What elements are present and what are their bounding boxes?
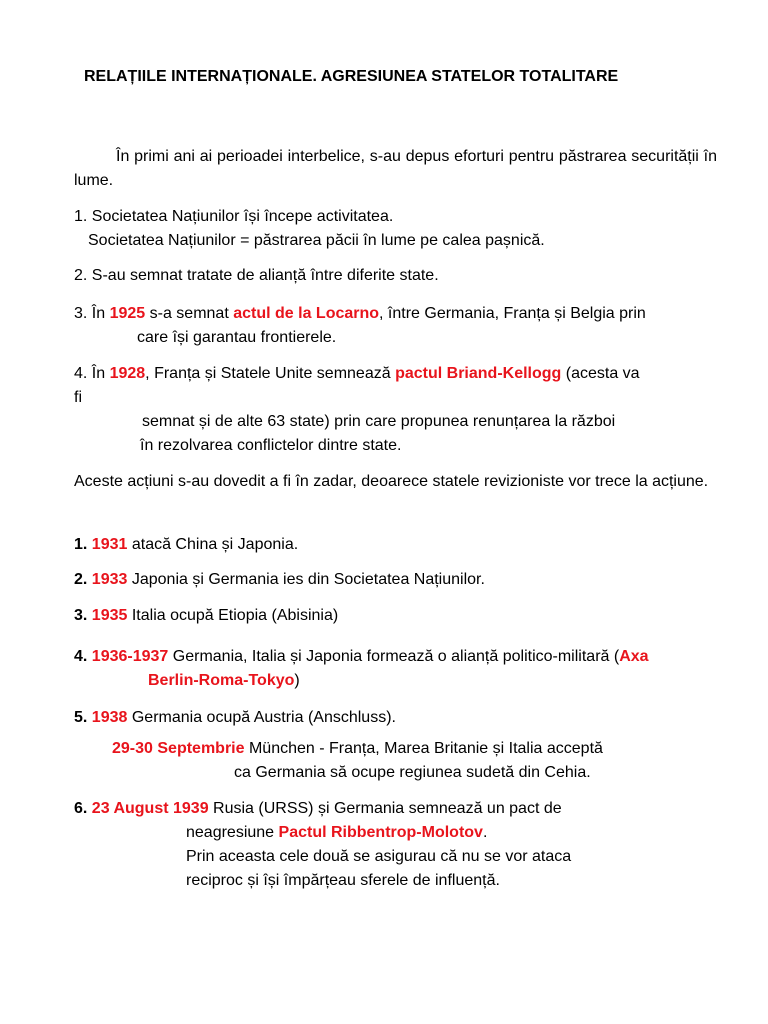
item-2: 2. S-au semnat tratate de alianță între diferite state.	[74, 267, 439, 284]
item-3-line-1	[74, 301, 717, 326]
event-5-line-2	[74, 736, 717, 761]
event-6-line-3: Prin aceasta cele două se asigurau că nu se vor ataca	[186, 848, 572, 865]
event-5-line-1	[74, 705, 717, 730]
event-text: Rusia (URSS) și Germania semnează un pact de	[213, 800, 562, 817]
event-text: atacă China și Japonia.	[131, 536, 299, 553]
event-4-axa: Axa	[619, 648, 649, 665]
event-number: 5.	[74, 709, 88, 726]
event-6-line-2	[74, 821, 717, 845]
event-4-close: )	[294, 672, 300, 689]
event-year: 1938	[91, 709, 128, 726]
item-3-line-2: care își garantau frontierele.	[137, 329, 337, 346]
page-title: RELAȚIILE INTERNAȚIONALE. AGRESIUNEA STATELOR TOTALITARE	[84, 68, 619, 85]
item-3	[74, 301, 717, 350]
event-text: Italia ocupă Etiopia (Abisinia)	[131, 607, 339, 624]
item-4-line-1	[74, 362, 717, 386]
event-number: 6.	[74, 800, 88, 817]
event-3	[74, 603, 717, 628]
event-6-line-1	[74, 796, 717, 821]
event-6-line-4: reciproc și își împărțeau sferele de influență.	[186, 872, 500, 889]
event-year: 1936-1937	[91, 648, 169, 665]
event-6	[74, 796, 717, 893]
event-year: 1933	[91, 571, 128, 588]
item-4	[74, 362, 717, 458]
event-text: Germania ocupă Austria (Anschluss).	[131, 709, 396, 726]
event-4-line-2	[74, 669, 717, 693]
item-4-line-2: fi	[74, 389, 82, 406]
event-text: Germania, Italia și Japonia formează o alianță politico-militară (	[172, 648, 620, 665]
event-4	[74, 644, 717, 693]
event-4-line-1	[74, 644, 717, 669]
event-year: 1935	[91, 607, 128, 624]
item-1	[74, 205, 717, 253]
event-text: Japonia și Germania ies din Societatea Națiunilor.	[131, 571, 485, 588]
event-number: 3.	[74, 607, 88, 624]
item-4-rest: (acesta va	[561, 365, 640, 382]
event-2	[74, 567, 717, 592]
event-date: 23 August 1939	[91, 800, 209, 817]
item-4-highlight: pactul Briand-Kellogg	[395, 365, 562, 382]
event-number: 1.	[74, 536, 88, 553]
item-3-prefix: 3. În	[74, 305, 110, 322]
event-6-suffix: .	[482, 824, 488, 841]
item-4-prefix: 4. În	[74, 365, 110, 382]
event-5-line-3: ca Germania să ocupe regiunea sudetă din Cehia.	[234, 764, 591, 781]
event-5	[74, 705, 717, 785]
item-1-line-2: Societatea Națiunilor = păstrarea păcii în lume pe calea pașnică.	[88, 232, 545, 249]
item-3-mid: s-a semnat	[149, 305, 234, 322]
event-number: 4.	[74, 648, 88, 665]
event-5-date: 29-30 Septembrie	[112, 740, 245, 757]
intro-paragraph: În primi ani ai perioadei interbelice, s-au depus eforturi pentru păstrarea securității în lume.	[74, 148, 717, 189]
item-4-year: 1928	[109, 365, 146, 382]
event-year: 1931	[91, 536, 128, 553]
item-3-rest: , între Germania, Franța și Belgia prin	[379, 305, 646, 322]
event-6-prefix: neagresiune	[186, 824, 279, 841]
event-4-alliance: Berlin-Roma-Tokyo	[148, 672, 295, 689]
event-5-sub-text: München - Franța, Marea Britanie și Italia acceptă	[248, 740, 603, 757]
event-1	[74, 532, 717, 557]
summary-paragraph: Aceste acțiuni s-au dovedit a fi în zadar, deoarece statele revizioniste vor trece la acțiune.	[74, 473, 709, 490]
event-number: 2.	[74, 571, 88, 588]
item-4-line-4: în rezolvarea conflictelor dintre state.	[140, 437, 402, 454]
item-3-year: 1925	[109, 305, 146, 322]
item-4-line-3: semnat și de alte 63 state) prin care propunea renunțarea la război	[142, 413, 616, 430]
event-6-pact: Pactul Ribbentrop-Molotov	[278, 824, 483, 841]
item-3-highlight: actul de la Locarno	[233, 305, 380, 322]
item-1-line-1: 1. Societatea Națiunilor își începe activitatea.	[74, 208, 394, 225]
item-4-mid: , Franța și Statele Unite semnează	[145, 365, 396, 382]
